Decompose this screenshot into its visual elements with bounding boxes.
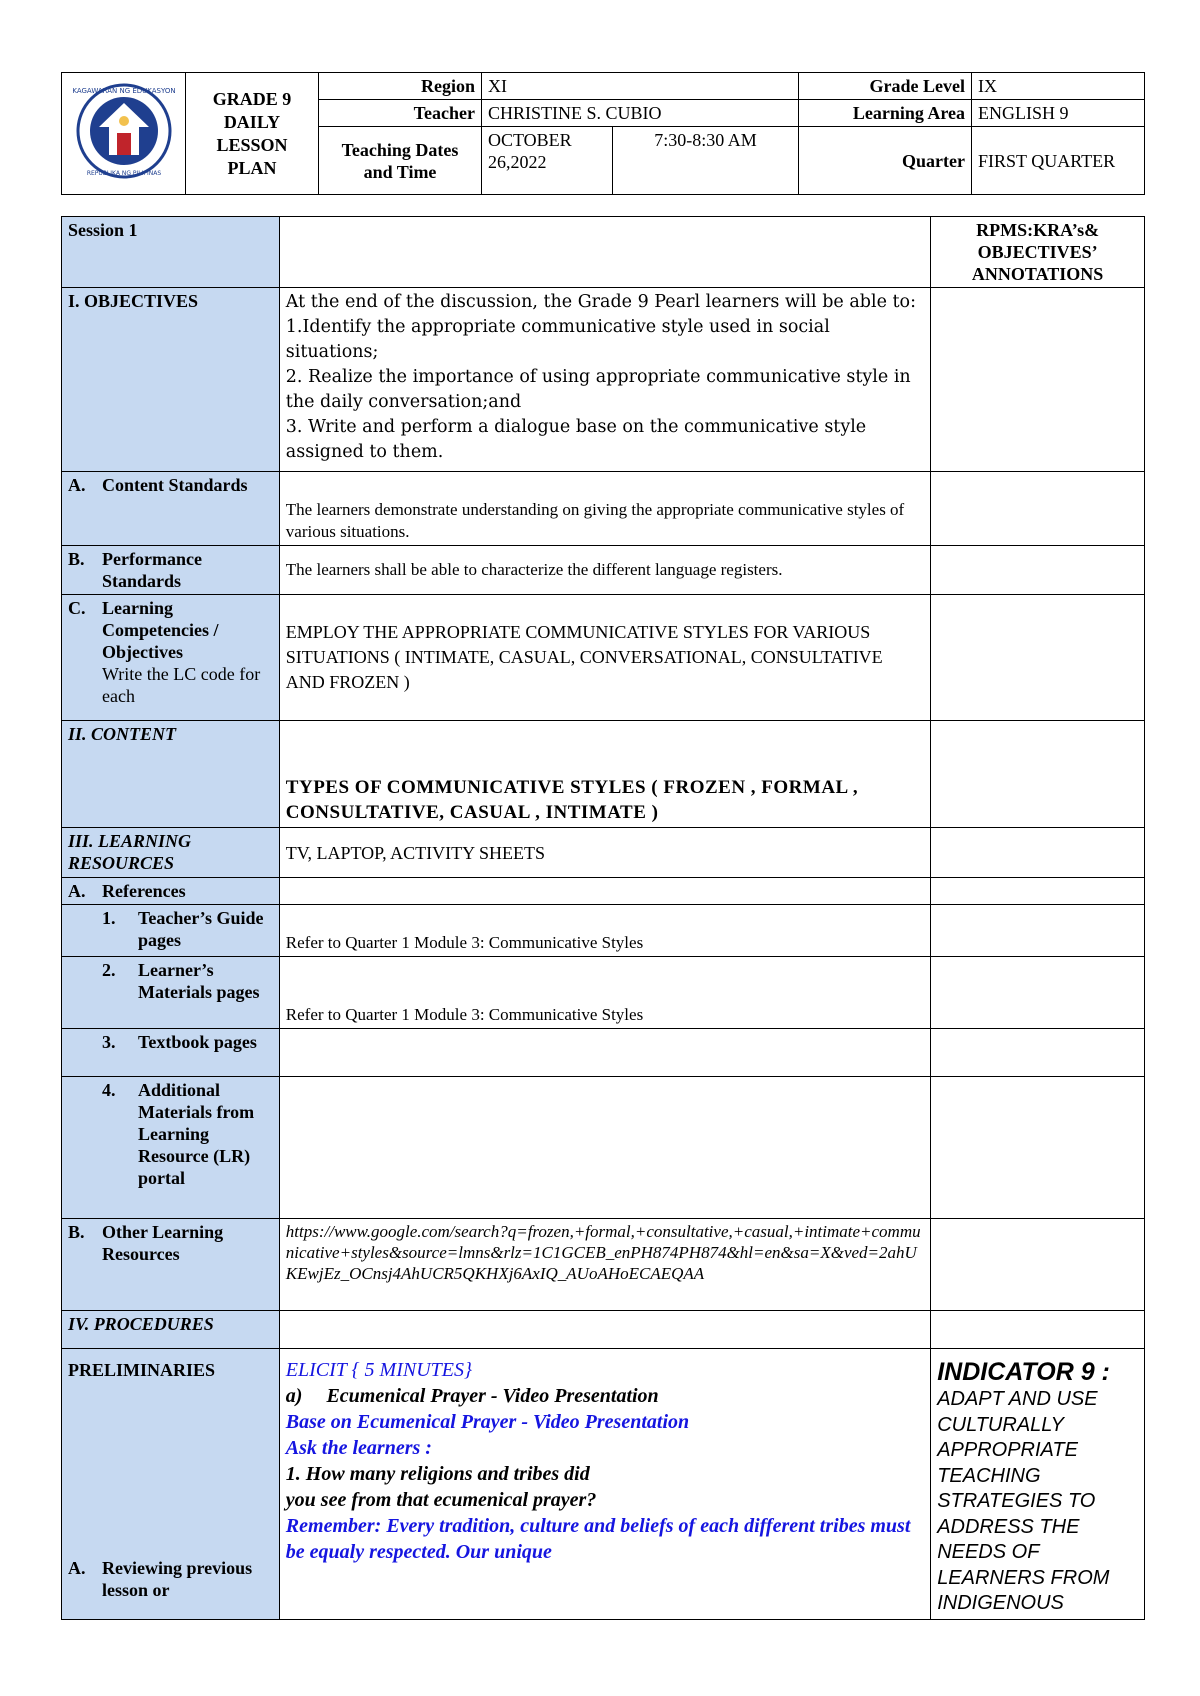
region-label: Region — [319, 73, 482, 100]
session-label: Session 1 — [62, 217, 280, 288]
annotation-cell — [931, 1311, 1145, 1349]
learning-area-label: Learning Area — [799, 100, 972, 127]
indicator-title: INDICATOR 9 : — [937, 1358, 1110, 1386]
content-label: II. CONTENT — [62, 721, 280, 828]
item-label: Content Standards — [102, 475, 248, 495]
annotation-cell — [931, 288, 1145, 472]
annotation-cell — [931, 957, 1145, 1029]
item-number: 2. — [102, 960, 116, 980]
competencies-value: EMPLOY THE APPROPRIATE COMMUNICATIVE STYLES FOR VARIOUS SITUATIONS ( INTIMATE, CASUAL, CONVERSATIONAL, CONSULTATIVE AND FROZEN ) — [279, 595, 930, 721]
procedures-label: IV. PROCEDURES — [62, 1311, 280, 1349]
region-value: XI — [482, 73, 799, 100]
teaching-dates-label: Teaching Dates and Time — [319, 127, 482, 195]
item-label: References — [102, 881, 186, 901]
references-label — [62, 878, 280, 905]
item-label: Additional Materials from Learning Resource (LR) portal — [138, 1080, 255, 1188]
item-label: Learner’s Materials pages — [138, 960, 260, 1002]
grade-title-line: GRADE 9 — [212, 88, 292, 109]
item-number: 4. — [102, 1080, 116, 1100]
learning-area-value: ENGLISH 9 — [972, 100, 1145, 127]
deped-seal-icon — [65, 81, 183, 181]
item-number: 3. — [102, 1032, 116, 1052]
item-letter: B. — [68, 549, 85, 569]
item-label: Learning Competencies / Objectives — [102, 598, 219, 662]
item-letter: C. — [68, 598, 86, 618]
remember-text: Remember: Every tradition, culture and beliefs of each different tribes must be equaly respected. Our unique — [285, 1515, 911, 1563]
objectives-intro: At the end of the discussion, the Grade 9 Pearl learners will be able to: — [285, 292, 916, 312]
item-letter: a) — [285, 1385, 303, 1407]
grade-title — [186, 73, 319, 195]
reference-item-value — [279, 1077, 930, 1219]
learning-resources-value: TV, LAPTOP, ACTIVITY SHEETS — [279, 828, 930, 878]
grade-level-value: IX — [972, 73, 1145, 100]
grade-title-line: PLAN — [227, 157, 277, 178]
session-content — [279, 217, 930, 288]
prayer-item — [286, 1383, 924, 1409]
item-label: Reviewing previous lesson or — [102, 1558, 253, 1600]
reference-item-value: Refer to Quarter 1 Module 3: Communicative Styles — [279, 905, 930, 957]
preliminaries-content — [279, 1349, 930, 1620]
quarter-label: Quarter — [799, 127, 972, 195]
reference-item-value: Refer to Quarter 1 Module 3: Communicative Styles — [279, 957, 930, 1029]
item-label: Performance Standards — [102, 549, 202, 591]
item-label: Other Learning Resources — [102, 1222, 224, 1264]
learning-resources-label: III. LEARNING RESOURCES — [62, 828, 280, 878]
annotation-cell — [931, 878, 1145, 905]
item-label: Textbook pages — [138, 1032, 257, 1052]
reference-item-label — [62, 1077, 280, 1219]
procedures-value — [279, 1311, 930, 1349]
objective-item: 3. Write and perform a dialogue base on the communicative style assigned to them. — [285, 417, 867, 462]
base-on-text: Base on Ecumenical Prayer - Video Presentation — [285, 1411, 690, 1433]
content-standards-value: The learners demonstrate understanding on giving the appropriate communicative styles of various situations. — [279, 472, 930, 546]
annotations-header: RPMS:KRA’s& OBJECTIVES’ ANNOTATIONS — [931, 217, 1145, 288]
annotation-cell — [931, 1029, 1145, 1077]
annotation-cell — [931, 1219, 1145, 1311]
item-number: 1. — [102, 908, 116, 928]
reference-item-label — [62, 1029, 280, 1077]
reference-item-label — [62, 957, 280, 1029]
item-letter: B. — [68, 1222, 85, 1242]
annotation-cell — [931, 472, 1145, 546]
annotation-cell — [931, 905, 1145, 957]
grade-title-line: LESSON — [216, 134, 288, 155]
content-standards-label — [62, 472, 280, 546]
teacher-label: Teacher — [319, 100, 482, 127]
objectives-label: I. OBJECTIVES — [62, 288, 280, 472]
competencies-label — [62, 595, 280, 721]
objectives-content — [279, 288, 930, 472]
time-value: 7:30-8:30 AM — [613, 127, 799, 195]
reference-item-label — [62, 905, 280, 957]
teacher-value: CHRISTINE S. CUBIO — [482, 100, 799, 127]
svg-text:KAGAWARAN NG EDUKASYON: KAGAWARAN NG EDUKASYON — [71, 87, 176, 95]
indicator-body: ADAPT AND USE CULTURALLY APPROPRIATE TEACHING STRATEGIES TO ADDRESS THE NEEDS OF LEARNERS FROM INDIGENOUS — [937, 1388, 1110, 1614]
date-value: OCTOBER 26,2022 — [482, 127, 613, 195]
item-label: Teacher’s Guide pages — [138, 908, 264, 950]
indicator-cell — [931, 1349, 1145, 1620]
content-value: TYPES OF COMMUNICATIVE STYLES ( FROZEN , FORMAL , CONSULTATIVE, CASUAL , INTIMATE ) — [279, 721, 930, 828]
preliminaries-label-cell — [62, 1349, 280, 1620]
competencies-text — [102, 597, 273, 707]
other-resources-label — [62, 1219, 280, 1311]
item-sublabel: Write the LC code for each — [102, 664, 261, 706]
logo-cell — [62, 73, 186, 195]
header-table — [61, 72, 1145, 195]
reference-item-value — [279, 1029, 930, 1077]
grade-title-line: DAILY — [223, 111, 281, 132]
question-text: 1. How many religions and tribes did you see from that ecumenical prayer? — [285, 1463, 597, 1511]
annotation-cell — [931, 721, 1145, 828]
elicit-heading: ELICIT { 5 MINUTES} — [285, 1359, 472, 1381]
performance-standards-label — [62, 546, 280, 595]
other-resources-link[interactable]: https://www.google.com/search?q=frozen,+formal,+consultative,+casual,+intimate+communicative+styles&source=lmns&rlz=1C1GCEB_enPH874PH874&hl=en&sa=X&ved=2ahUKEwjEz_OCnsj4AhUCR5QKHXj6AxIQ_AUoAHoECAEQAA — [279, 1219, 930, 1311]
item-label: Ecumenical Prayer - Video Presentation — [326, 1385, 659, 1407]
item-letter: A. — [68, 1558, 86, 1578]
svg-text:REPUBLIKA NG PILIPINAS: REPUBLIKA NG PILIPINAS — [86, 170, 161, 177]
item-letter: A. — [68, 881, 86, 901]
ask-learners-text: Ask the learners : — [285, 1437, 432, 1459]
lesson-plan-table — [61, 216, 1145, 1620]
annotation-cell — [931, 828, 1145, 878]
quarter-value: FIRST QUARTER — [972, 127, 1145, 195]
objective-item: 1.Identify the appropriate communicative style used in social situations; — [285, 317, 830, 362]
annotation-cell — [931, 546, 1145, 595]
references-value — [279, 878, 930, 905]
grade-level-label: Grade Level — [799, 73, 972, 100]
annotation-cell — [931, 1077, 1145, 1219]
annotation-cell — [931, 595, 1145, 721]
performance-standards-value: The learners shall be able to characterize the different language registers. — [279, 546, 930, 595]
preliminaries-label: PRELIMINARIES — [68, 1360, 216, 1380]
item-letter: A. — [68, 475, 86, 495]
objective-item: 2. Realize the importance of using appropriate communicative style in the daily conversation;and — [285, 367, 911, 412]
